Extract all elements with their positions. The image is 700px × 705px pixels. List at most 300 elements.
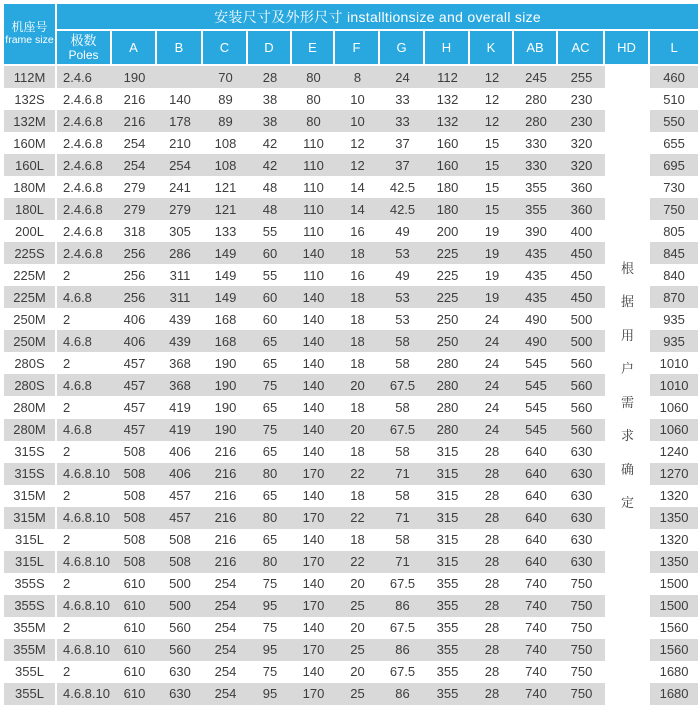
frame-size-cell: 160L bbox=[4, 154, 57, 176]
col-header-f: F bbox=[335, 31, 380, 66]
dim-cell-ab: 435 bbox=[514, 242, 558, 264]
dim-cell-ac: 630 bbox=[558, 441, 605, 463]
dim-cell-e: 140 bbox=[292, 352, 335, 374]
col-header-k: K bbox=[470, 31, 514, 66]
dim-cell-c: 216 bbox=[203, 529, 248, 551]
dim-cell-ac: 750 bbox=[558, 683, 605, 705]
dim-cell-d: 65 bbox=[248, 396, 292, 418]
dim-cell-b: 500 bbox=[157, 573, 203, 595]
dim-cell-f: 20 bbox=[335, 617, 380, 639]
dim-cell-h: 112 bbox=[425, 66, 470, 88]
dim-cell-c: 121 bbox=[203, 198, 248, 220]
table-row bbox=[4, 573, 698, 595]
l-cell: 840 bbox=[650, 264, 698, 286]
poles-cell: 2 bbox=[57, 485, 112, 507]
table-row bbox=[4, 176, 698, 198]
dim-cell-a: 457 bbox=[112, 352, 157, 374]
frame-size-cell: 355S bbox=[4, 595, 57, 617]
dim-cell-k: 19 bbox=[470, 220, 514, 242]
frame-size-cell: 280M bbox=[4, 396, 57, 418]
dim-cell-b: 368 bbox=[157, 374, 203, 396]
dim-cell-ab: 545 bbox=[514, 374, 558, 396]
dim-cell-g: 33 bbox=[380, 110, 425, 132]
dim-cell-ac: 230 bbox=[558, 88, 605, 110]
dim-cell-d: 60 bbox=[248, 242, 292, 264]
poles-header-zh: 极数 bbox=[70, 32, 97, 48]
dim-cell-g: 58 bbox=[380, 352, 425, 374]
dim-cell-c: 254 bbox=[203, 683, 248, 705]
dim-cell-ac: 630 bbox=[558, 485, 605, 507]
dim-cell-e: 110 bbox=[292, 154, 335, 176]
dim-cell-h: 355 bbox=[425, 661, 470, 683]
poles-cell: 2 bbox=[57, 617, 112, 639]
frame-size-cell: 132M bbox=[4, 110, 57, 132]
dim-cell-k: 28 bbox=[470, 573, 514, 595]
table-row bbox=[4, 441, 698, 463]
dim-cell-ab: 545 bbox=[514, 396, 558, 418]
dim-cell-a: 508 bbox=[112, 441, 157, 463]
dim-cell-c: 108 bbox=[203, 154, 248, 176]
dim-cell-k: 24 bbox=[470, 308, 514, 330]
dim-cell-a: 190 bbox=[112, 66, 157, 88]
l-cell: 935 bbox=[650, 308, 698, 330]
dim-cell-ab: 640 bbox=[514, 551, 558, 573]
l-cell: 1240 bbox=[650, 441, 698, 463]
poles-cell: 4.6.8 bbox=[57, 374, 112, 396]
dim-cell-f: 14 bbox=[335, 198, 380, 220]
dim-cell-ac: 320 bbox=[558, 154, 605, 176]
poles-cell: 2.4.6.8 bbox=[57, 88, 112, 110]
dim-cell-f: 18 bbox=[335, 529, 380, 551]
dim-cell-f: 25 bbox=[335, 595, 380, 617]
l-cell: 1350 bbox=[650, 551, 698, 573]
l-cell: 510 bbox=[650, 88, 698, 110]
poles-cell: 4.6.8.10 bbox=[57, 551, 112, 573]
l-cell: 1500 bbox=[650, 595, 698, 617]
table-row bbox=[4, 617, 698, 639]
table-row bbox=[4, 661, 698, 683]
dim-cell-f: 25 bbox=[335, 683, 380, 705]
dim-cell-h: 280 bbox=[425, 419, 470, 441]
dim-cell-k: 28 bbox=[470, 529, 514, 551]
l-cell: 1060 bbox=[650, 419, 698, 441]
dim-cell-b: 178 bbox=[157, 110, 203, 132]
frame-size-cell: 315M bbox=[4, 507, 57, 529]
dim-cell-e: 140 bbox=[292, 485, 335, 507]
poles-cell: 2 bbox=[57, 396, 112, 418]
dim-cell-a: 216 bbox=[112, 88, 157, 110]
poles-cell: 2.4.6.8 bbox=[57, 110, 112, 132]
table-row bbox=[4, 419, 698, 441]
poles-cell: 2.4.6.8 bbox=[57, 220, 112, 242]
dim-cell-k: 15 bbox=[470, 132, 514, 154]
dim-cell-ab: 490 bbox=[514, 330, 558, 352]
dim-cell-h: 280 bbox=[425, 374, 470, 396]
dim-cell-c: 89 bbox=[203, 88, 248, 110]
header-row-title bbox=[4, 4, 698, 31]
dim-cell-ac: 750 bbox=[558, 617, 605, 639]
frame-size-cell: 315L bbox=[4, 551, 57, 573]
dim-cell-a: 256 bbox=[112, 286, 157, 308]
dim-cell-k: 15 bbox=[470, 154, 514, 176]
dim-cell-g: 67.5 bbox=[380, 419, 425, 441]
dim-cell-d: 95 bbox=[248, 595, 292, 617]
dim-cell-d: 95 bbox=[248, 639, 292, 661]
dim-cell-f: 18 bbox=[335, 242, 380, 264]
dim-cell-d: 65 bbox=[248, 330, 292, 352]
table-row bbox=[4, 110, 698, 132]
dim-cell-b: 560 bbox=[157, 617, 203, 639]
dim-cell-d: 60 bbox=[248, 308, 292, 330]
dim-cell-f: 20 bbox=[335, 661, 380, 683]
dim-cell-g: 58 bbox=[380, 441, 425, 463]
table-row bbox=[4, 396, 698, 418]
dim-cell-c: 70 bbox=[203, 66, 248, 88]
dim-cell-ab: 740 bbox=[514, 661, 558, 683]
dim-cell-d: 80 bbox=[248, 551, 292, 573]
dim-cell-b: 286 bbox=[157, 242, 203, 264]
dim-cell-k: 24 bbox=[470, 330, 514, 352]
dim-cell-b: 406 bbox=[157, 441, 203, 463]
dim-cell-b: 560 bbox=[157, 639, 203, 661]
dim-cell-ac: 255 bbox=[558, 66, 605, 88]
dim-cell-f: 18 bbox=[335, 352, 380, 374]
dim-cell-c: 216 bbox=[203, 441, 248, 463]
col-header-ab: AB bbox=[514, 31, 558, 66]
frame-size-header bbox=[4, 4, 57, 66]
dim-cell-b: 254 bbox=[157, 154, 203, 176]
frame-size-cell: 200L bbox=[4, 220, 57, 242]
dim-cell-ab: 640 bbox=[514, 463, 558, 485]
dim-cell-ac: 750 bbox=[558, 661, 605, 683]
poles-cell: 4.6.8.10 bbox=[57, 463, 112, 485]
dim-cell-ab: 245 bbox=[514, 66, 558, 88]
poles-cell: 4.6.8 bbox=[57, 419, 112, 441]
dim-cell-a: 254 bbox=[112, 132, 157, 154]
dim-cell-g: 86 bbox=[380, 595, 425, 617]
dim-cell-k: 12 bbox=[470, 88, 514, 110]
dim-cell-h: 250 bbox=[425, 308, 470, 330]
l-cell: 1320 bbox=[650, 485, 698, 507]
dim-cell-h: 315 bbox=[425, 485, 470, 507]
dim-cell-d: 38 bbox=[248, 88, 292, 110]
poles-cell: 4.6.8.10 bbox=[57, 507, 112, 529]
dim-cell-b: 508 bbox=[157, 551, 203, 573]
dim-cell-b: 305 bbox=[157, 220, 203, 242]
l-cell: 870 bbox=[650, 286, 698, 308]
dim-cell-ac: 630 bbox=[558, 507, 605, 529]
table-row bbox=[4, 286, 698, 308]
dim-cell-d: 75 bbox=[248, 374, 292, 396]
dim-cell-h: 355 bbox=[425, 573, 470, 595]
dim-cell-c: 216 bbox=[203, 507, 248, 529]
dim-cell-ac: 750 bbox=[558, 595, 605, 617]
frame-size-cell: 355M bbox=[4, 639, 57, 661]
dim-cell-f: 18 bbox=[335, 396, 380, 418]
dim-cell-ac: 630 bbox=[558, 529, 605, 551]
poles-cell: 2.4.6.8 bbox=[57, 176, 112, 198]
poles-cell: 4.6.8.10 bbox=[57, 595, 112, 617]
frame-size-cell: 180M bbox=[4, 176, 57, 198]
table-row bbox=[4, 374, 698, 396]
dim-cell-ac: 560 bbox=[558, 374, 605, 396]
dim-cell-f: 14 bbox=[335, 176, 380, 198]
table-row bbox=[4, 330, 698, 352]
dim-cell-e: 80 bbox=[292, 66, 335, 88]
dim-cell-f: 22 bbox=[335, 507, 380, 529]
table-row bbox=[4, 485, 698, 507]
table-row bbox=[4, 463, 698, 485]
dim-cell-d: 80 bbox=[248, 463, 292, 485]
dim-cell-d: 55 bbox=[248, 264, 292, 286]
dim-cell-d: 75 bbox=[248, 419, 292, 441]
dim-cell-e: 110 bbox=[292, 198, 335, 220]
poles-cell: 2 bbox=[57, 529, 112, 551]
dim-cell-f: 18 bbox=[335, 330, 380, 352]
l-cell: 1010 bbox=[650, 352, 698, 374]
poles-cell: 4.6.8.10 bbox=[57, 683, 112, 705]
dim-cell-a: 508 bbox=[112, 485, 157, 507]
dim-cell-d: 42 bbox=[248, 154, 292, 176]
frame-size-cell: 225M bbox=[4, 264, 57, 286]
dim-cell-ac: 450 bbox=[558, 242, 605, 264]
dim-cell-ac: 560 bbox=[558, 352, 605, 374]
dim-cell-h: 250 bbox=[425, 330, 470, 352]
col-header-ac: AC bbox=[558, 31, 605, 66]
dim-cell-ab: 740 bbox=[514, 639, 558, 661]
l-cell: 730 bbox=[650, 176, 698, 198]
dim-cell-ac: 500 bbox=[558, 308, 605, 330]
table-row bbox=[4, 551, 698, 573]
dim-cell-f: 18 bbox=[335, 441, 380, 463]
hd-note-cell bbox=[605, 66, 650, 705]
dim-cell-f: 22 bbox=[335, 463, 380, 485]
dim-cell-ac: 750 bbox=[558, 573, 605, 595]
dim-cell-g: 71 bbox=[380, 551, 425, 573]
l-cell: 655 bbox=[650, 132, 698, 154]
dim-cell-g: 67.5 bbox=[380, 617, 425, 639]
dim-cell-e: 140 bbox=[292, 573, 335, 595]
dim-cell-ac: 560 bbox=[558, 419, 605, 441]
dim-cell-ac: 560 bbox=[558, 396, 605, 418]
dim-cell-k: 28 bbox=[470, 617, 514, 639]
table-row bbox=[4, 220, 698, 242]
motor-dimensions-table bbox=[4, 4, 698, 705]
frame-size-cell: 315L bbox=[4, 529, 57, 551]
dim-cell-f: 16 bbox=[335, 264, 380, 286]
dim-cell-c: 190 bbox=[203, 396, 248, 418]
dim-cell-ab: 330 bbox=[514, 132, 558, 154]
table-title: 安装尺寸及外形尺寸 installtionsize and overall size bbox=[57, 4, 698, 31]
dim-cell-h: 225 bbox=[425, 264, 470, 286]
dim-cell-ab: 740 bbox=[514, 595, 558, 617]
frame-size-header-zh: 机座号 bbox=[11, 20, 48, 34]
frame-size-cell: 250M bbox=[4, 330, 57, 352]
dim-cell-b: 406 bbox=[157, 463, 203, 485]
dim-cell-h: 200 bbox=[425, 220, 470, 242]
dim-cell-c: 190 bbox=[203, 419, 248, 441]
l-cell: 1270 bbox=[650, 463, 698, 485]
dim-cell-h: 355 bbox=[425, 639, 470, 661]
dim-cell-c: 149 bbox=[203, 242, 248, 264]
dim-cell-h: 280 bbox=[425, 396, 470, 418]
dim-cell-a: 256 bbox=[112, 264, 157, 286]
dim-cell-b: 368 bbox=[157, 352, 203, 374]
dim-cell-f: 20 bbox=[335, 419, 380, 441]
frame-size-cell: 280S bbox=[4, 352, 57, 374]
dim-cell-c: 216 bbox=[203, 551, 248, 573]
dim-cell-g: 58 bbox=[380, 529, 425, 551]
dim-cell-g: 67.5 bbox=[380, 661, 425, 683]
dim-cell-d: 75 bbox=[248, 617, 292, 639]
dim-cell-g: 53 bbox=[380, 286, 425, 308]
dim-cell-g: 33 bbox=[380, 88, 425, 110]
frame-size-cell: 112M bbox=[4, 66, 57, 88]
dim-cell-h: 180 bbox=[425, 176, 470, 198]
dim-cell-g: 86 bbox=[380, 683, 425, 705]
poles-cell: 2 bbox=[57, 264, 112, 286]
dim-cell-c: 216 bbox=[203, 463, 248, 485]
poles-cell: 2 bbox=[57, 308, 112, 330]
poles-cell: 2.4.6.8 bbox=[57, 132, 112, 154]
poles-cell: 2 bbox=[57, 661, 112, 683]
table-row bbox=[4, 595, 698, 617]
dim-cell-c: 108 bbox=[203, 132, 248, 154]
dim-cell-ab: 355 bbox=[514, 176, 558, 198]
dim-cell-k: 19 bbox=[470, 242, 514, 264]
frame-size-cell: 280M bbox=[4, 419, 57, 441]
dim-cell-ab: 355 bbox=[514, 198, 558, 220]
dim-cell-h: 315 bbox=[425, 441, 470, 463]
dim-cell-g: 71 bbox=[380, 463, 425, 485]
frame-size-cell: 225S bbox=[4, 242, 57, 264]
dim-cell-e: 140 bbox=[292, 661, 335, 683]
dim-cell-k: 24 bbox=[470, 374, 514, 396]
dim-cell-a: 508 bbox=[112, 463, 157, 485]
dim-cell-ac: 450 bbox=[558, 286, 605, 308]
table-row bbox=[4, 507, 698, 529]
dim-cell-ac: 230 bbox=[558, 110, 605, 132]
frame-size-cell: 280S bbox=[4, 374, 57, 396]
dim-cell-f: 12 bbox=[335, 132, 380, 154]
dim-cell-g: 58 bbox=[380, 485, 425, 507]
dim-cell-c: 133 bbox=[203, 220, 248, 242]
dim-cell-ac: 400 bbox=[558, 220, 605, 242]
dim-cell-ab: 640 bbox=[514, 485, 558, 507]
dim-cell-g: 86 bbox=[380, 639, 425, 661]
col-header-b: B bbox=[157, 31, 203, 66]
dim-cell-ab: 390 bbox=[514, 220, 558, 242]
dim-cell-b: 508 bbox=[157, 529, 203, 551]
dim-cell-f: 12 bbox=[335, 154, 380, 176]
dim-cell-d: 55 bbox=[248, 220, 292, 242]
dim-cell-e: 80 bbox=[292, 110, 335, 132]
dim-cell-d: 42 bbox=[248, 132, 292, 154]
dim-cell-h: 315 bbox=[425, 507, 470, 529]
dim-cell-h: 225 bbox=[425, 286, 470, 308]
dim-cell-b: 241 bbox=[157, 176, 203, 198]
l-cell: 1680 bbox=[650, 683, 698, 705]
frame-size-cell: 355L bbox=[4, 661, 57, 683]
l-cell: 1560 bbox=[650, 639, 698, 661]
dim-cell-h: 160 bbox=[425, 132, 470, 154]
dim-cell-b: 439 bbox=[157, 308, 203, 330]
dim-cell-f: 18 bbox=[335, 308, 380, 330]
dim-cell-h: 355 bbox=[425, 595, 470, 617]
dim-cell-a: 406 bbox=[112, 330, 157, 352]
dim-cell-ac: 500 bbox=[558, 330, 605, 352]
dim-cell-ac: 630 bbox=[558, 463, 605, 485]
dim-cell-h: 180 bbox=[425, 198, 470, 220]
dim-cell-b: 210 bbox=[157, 132, 203, 154]
dim-cell-d: 38 bbox=[248, 110, 292, 132]
dim-cell-a: 610 bbox=[112, 683, 157, 705]
dim-cell-f: 16 bbox=[335, 220, 380, 242]
col-header-a: A bbox=[112, 31, 157, 66]
dim-cell-ac: 320 bbox=[558, 132, 605, 154]
dim-cell-b: 311 bbox=[157, 286, 203, 308]
col-header-l: L bbox=[650, 31, 698, 66]
dim-cell-ac: 360 bbox=[558, 176, 605, 198]
frame-size-cell: 355L bbox=[4, 683, 57, 705]
dim-cell-k: 24 bbox=[470, 396, 514, 418]
dim-cell-c: 216 bbox=[203, 485, 248, 507]
dim-cell-e: 140 bbox=[292, 330, 335, 352]
dim-cell-e: 140 bbox=[292, 242, 335, 264]
dim-cell-g: 49 bbox=[380, 264, 425, 286]
dim-cell-f: 8 bbox=[335, 66, 380, 88]
l-cell: 695 bbox=[650, 154, 698, 176]
dim-cell-k: 19 bbox=[470, 264, 514, 286]
dim-cell-ac: 450 bbox=[558, 264, 605, 286]
dim-cell-d: 65 bbox=[248, 485, 292, 507]
col-header-c: C bbox=[203, 31, 248, 66]
dim-cell-d: 95 bbox=[248, 683, 292, 705]
dim-cell-b: 457 bbox=[157, 507, 203, 529]
dim-cell-e: 80 bbox=[292, 88, 335, 110]
dim-cell-c: 168 bbox=[203, 330, 248, 352]
frame-size-cell: 250M bbox=[4, 308, 57, 330]
frame-size-cell: 315S bbox=[4, 441, 57, 463]
dim-cell-c: 254 bbox=[203, 573, 248, 595]
frame-size-cell: 355S bbox=[4, 573, 57, 595]
dim-cell-b: 279 bbox=[157, 198, 203, 220]
dim-cell-h: 315 bbox=[425, 463, 470, 485]
l-cell: 935 bbox=[650, 330, 698, 352]
dim-cell-ab: 640 bbox=[514, 529, 558, 551]
dim-cell-ab: 740 bbox=[514, 683, 558, 705]
dim-cell-b: 630 bbox=[157, 661, 203, 683]
table-row bbox=[4, 683, 698, 705]
dim-cell-a: 318 bbox=[112, 220, 157, 242]
dim-cell-g: 58 bbox=[380, 330, 425, 352]
dim-cell-b: 311 bbox=[157, 264, 203, 286]
dim-cell-e: 110 bbox=[292, 220, 335, 242]
dim-cell-k: 15 bbox=[470, 198, 514, 220]
dim-cell-a: 254 bbox=[112, 154, 157, 176]
dim-cell-ab: 545 bbox=[514, 352, 558, 374]
dim-cell-k: 28 bbox=[470, 485, 514, 507]
dim-cell-e: 170 bbox=[292, 551, 335, 573]
dim-cell-g: 42.5 bbox=[380, 198, 425, 220]
poles-header-en: Poles bbox=[68, 47, 99, 62]
dim-cell-ab: 280 bbox=[514, 88, 558, 110]
dim-cell-f: 20 bbox=[335, 374, 380, 396]
dim-cell-h: 355 bbox=[425, 617, 470, 639]
dim-cell-b: 500 bbox=[157, 595, 203, 617]
dim-cell-g: 37 bbox=[380, 154, 425, 176]
dim-cell-e: 140 bbox=[292, 617, 335, 639]
